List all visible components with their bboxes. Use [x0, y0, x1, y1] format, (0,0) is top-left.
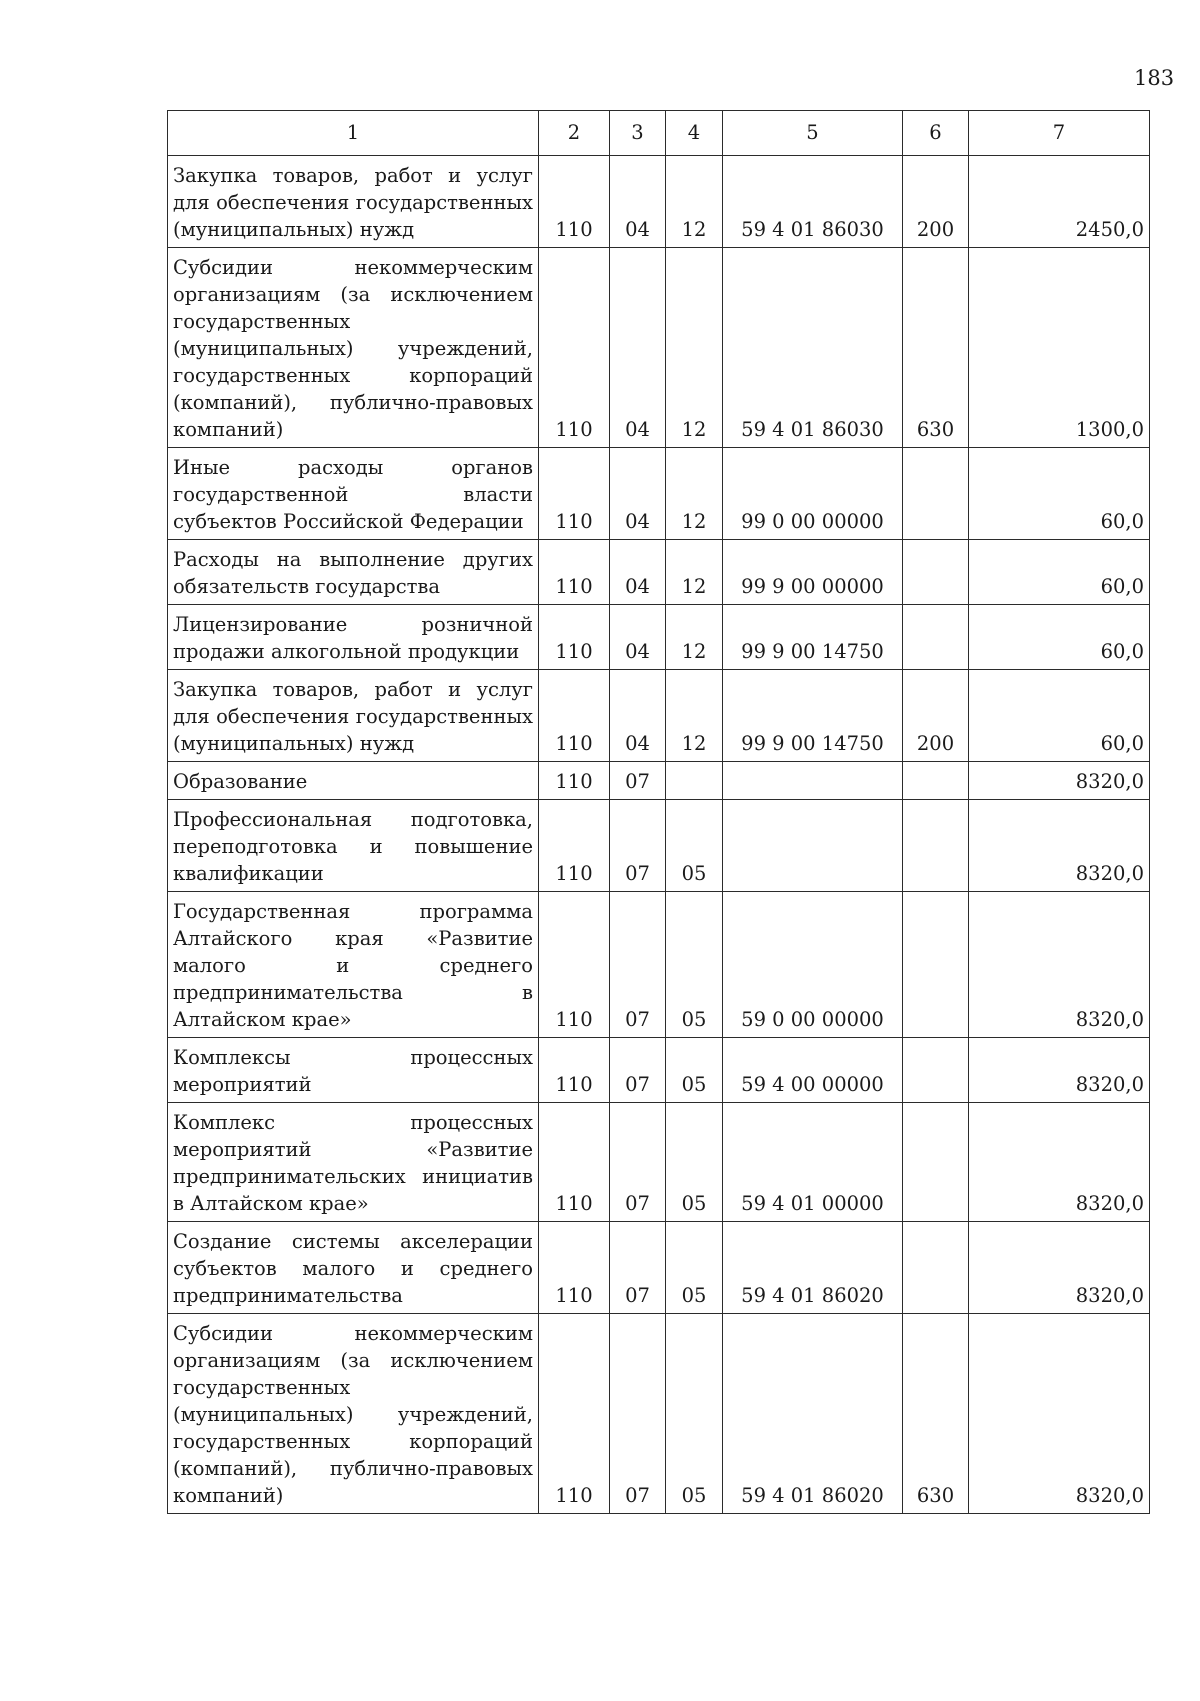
code-section: 04: [610, 605, 666, 670]
expense-name: Комплекс процессных мероприятий «Развитие предпринимательских инициатив в Алтайском крае»: [168, 1103, 539, 1222]
code-expense-type: [903, 892, 969, 1038]
amount: 2450,0: [969, 156, 1150, 248]
code-subsection: 05: [666, 800, 723, 892]
code-subsection: 12: [666, 248, 723, 448]
expense-name: Государственная программа Алтайского края «Развитие малого и среднего предпринимательства в Алтайском крае»: [168, 892, 539, 1038]
code-expense-type: [903, 762, 969, 800]
code-target: 59 4 01 86020: [723, 1222, 903, 1314]
code-section: 07: [610, 762, 666, 800]
code-ministry: 110: [539, 1038, 610, 1103]
table-row: [168, 800, 1150, 892]
table-row: [168, 156, 1150, 248]
code-section: 04: [610, 540, 666, 605]
table-row: [168, 1222, 1150, 1314]
code-target: 99 9 00 14750: [723, 605, 903, 670]
expense-name: Образование: [168, 762, 539, 800]
code-expense-type: 200: [903, 156, 969, 248]
code-section: 07: [610, 1103, 666, 1222]
table-row: [168, 448, 1150, 540]
code-ministry: 110: [539, 448, 610, 540]
amount: 8320,0: [969, 1222, 1150, 1314]
code-target: [723, 762, 903, 800]
code-expense-type: [903, 1222, 969, 1314]
code-section: 07: [610, 1222, 666, 1314]
code-target: 99 9 00 14750: [723, 670, 903, 762]
code-ministry: 110: [539, 762, 610, 800]
code-target: 59 4 01 86020: [723, 1314, 903, 1514]
code-ministry: 110: [539, 156, 610, 248]
code-ministry: 110: [539, 892, 610, 1038]
header-cell-3: 3: [610, 111, 666, 156]
code-section: 07: [610, 1314, 666, 1514]
code-subsection: 12: [666, 670, 723, 762]
code-target: 59 0 00 00000: [723, 892, 903, 1038]
code-section: 04: [610, 448, 666, 540]
expense-name: Субсидии некоммерческим организациям (за исключением государственных (муниципальных) учреждений, государственных корпораций (компаний), публично-правовых компаний): [168, 1314, 539, 1514]
expense-name: Профессиональная подготовка, переподготовка и повышение квалификации: [168, 800, 539, 892]
code-expense-type: [903, 1103, 969, 1222]
code-target: 59 4 00 00000: [723, 1038, 903, 1103]
header-cell-5: 5: [723, 111, 903, 156]
header-cell-6: 6: [903, 111, 969, 156]
code-target: [723, 800, 903, 892]
table-row: [168, 540, 1150, 605]
expense-name: Расходы на выполнение других обязательств государства: [168, 540, 539, 605]
amount: 8320,0: [969, 1314, 1150, 1514]
amount: 60,0: [969, 605, 1150, 670]
code-expense-type: [903, 800, 969, 892]
code-section: 07: [610, 800, 666, 892]
code-expense-type: [903, 1038, 969, 1103]
header-cell-7: 7: [969, 111, 1150, 156]
code-subsection: 12: [666, 605, 723, 670]
code-expense-type: [903, 448, 969, 540]
code-target: 59 4 01 86030: [723, 248, 903, 448]
amount: 60,0: [969, 670, 1150, 762]
page-number: 183: [1134, 66, 1175, 90]
expense-name: Субсидии некоммерческим организациям (за исключением государственных (муниципальных) учреждений, государственных корпораций (компаний), публично-правовых компаний): [168, 248, 539, 448]
amount: 8320,0: [969, 1038, 1150, 1103]
code-expense-type: 630: [903, 248, 969, 448]
expense-name: Лицензирование розничной продажи алкогольной продукции: [168, 605, 539, 670]
amount: 8320,0: [969, 892, 1150, 1038]
code-ministry: 110: [539, 800, 610, 892]
code-target: 99 0 00 00000: [723, 448, 903, 540]
code-subsection: 12: [666, 448, 723, 540]
expense-name: Закупка товаров, работ и услуг для обеспечения государственных (муниципальных) нужд: [168, 156, 539, 248]
expense-name: Комплексы процессных мероприятий: [168, 1038, 539, 1103]
table-row: [168, 762, 1150, 800]
code-target: 59 4 01 86030: [723, 156, 903, 248]
code-expense-type: 630: [903, 1314, 969, 1514]
code-ministry: 110: [539, 605, 610, 670]
header-cell-1: 1: [168, 111, 539, 156]
table-row: [168, 1314, 1150, 1514]
expense-name: Иные расходы органов государственной власти субъектов Российской Федерации: [168, 448, 539, 540]
code-expense-type: [903, 605, 969, 670]
code-section: 04: [610, 156, 666, 248]
code-ministry: 110: [539, 540, 610, 605]
header-row: [168, 111, 1150, 156]
code-ministry: 110: [539, 1222, 610, 1314]
amount: 1300,0: [969, 248, 1150, 448]
code-section: 04: [610, 248, 666, 448]
code-subsection: 05: [666, 1038, 723, 1103]
table-row: [168, 248, 1150, 448]
code-subsection: [666, 762, 723, 800]
table-row: [168, 892, 1150, 1038]
code-section: 07: [610, 892, 666, 1038]
code-target: 99 9 00 00000: [723, 540, 903, 605]
code-ministry: 110: [539, 1314, 610, 1514]
code-section: 07: [610, 1038, 666, 1103]
code-target: 59 4 01 00000: [723, 1103, 903, 1222]
code-section: 04: [610, 670, 666, 762]
code-expense-type: 200: [903, 670, 969, 762]
table-row: [168, 605, 1150, 670]
code-ministry: 110: [539, 1103, 610, 1222]
code-expense-type: [903, 540, 969, 605]
table-row: [168, 1103, 1150, 1222]
budget-table: [167, 110, 1150, 1514]
amount: 8320,0: [969, 762, 1150, 800]
code-subsection: 12: [666, 156, 723, 248]
amount: 8320,0: [969, 1103, 1150, 1222]
amount: 8320,0: [969, 800, 1150, 892]
code-ministry: 110: [539, 248, 610, 448]
code-subsection: 05: [666, 892, 723, 1038]
amount: 60,0: [969, 448, 1150, 540]
header-cell-2: 2: [539, 111, 610, 156]
code-subsection: 05: [666, 1103, 723, 1222]
table-row: [168, 1038, 1150, 1103]
expense-name: Создание системы акселерации субъектов малого и среднего предпринимательства: [168, 1222, 539, 1314]
code-subsection: 05: [666, 1222, 723, 1314]
code-subsection: 12: [666, 540, 723, 605]
header-cell-4: 4: [666, 111, 723, 156]
expense-name: Закупка товаров, работ и услуг для обеспечения государственных (муниципальных) нужд: [168, 670, 539, 762]
amount: 60,0: [969, 540, 1150, 605]
code-subsection: 05: [666, 1314, 723, 1514]
table-row: [168, 670, 1150, 762]
code-ministry: 110: [539, 670, 610, 762]
